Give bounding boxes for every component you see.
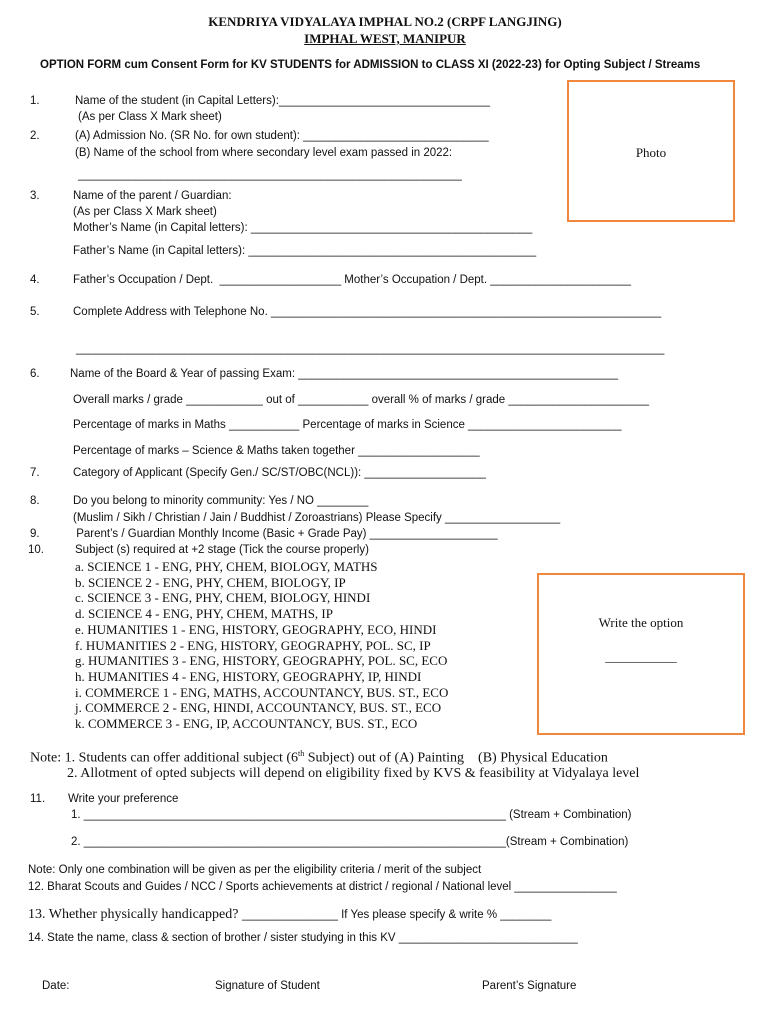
photo-box[interactable] — [567, 80, 735, 222]
preference-title: Write your preference — [68, 793, 179, 805]
note-line-1-post: Subject) out of (A) Painting (B) Physical Education — [304, 750, 608, 766]
student-signature-label: Signature of Student — [215, 980, 320, 992]
category-field[interactable]: Category of Applicant (Specify Gen./ SC/ST/OBC(NCL)): ___________________ — [73, 467, 486, 479]
item-number: 8. — [30, 495, 40, 507]
item-number: 4. — [30, 274, 40, 286]
occupation-field[interactable]: Father’s Occupation / Dept. ___________________ Mother’s Occupation / Dept. ______________________ — [73, 274, 631, 286]
handicapped-question: 13. Whether physically handicapped? — [28, 907, 242, 922]
subject-option[interactable]: k. COMMERCE 3 - ENG, IP, ACCOUNTANCY, BUS. ST., ECO — [75, 716, 418, 732]
subject-option[interactable]: i. COMMERCE 1 - ENG, MATHS, ACCOUNTANCY, BUS. ST., ECO — [75, 684, 449, 700]
preference-1-field[interactable]: 1. __________________________________________________________________ (Stream + Combination) — [71, 809, 632, 821]
item-number: 9. — [30, 528, 40, 540]
subject-list — [75, 559, 448, 732]
option-box-blank[interactable]: ___________ — [605, 649, 677, 664]
parent-name-label: Name of the parent / Guardian: — [73, 190, 232, 202]
subject-option[interactable]: d. SCIENCE 4 - ENG, PHY, CHEM, MATHS, IP — [75, 606, 333, 622]
item-number: 6. — [30, 368, 40, 380]
note-line-1-sup: th — [298, 749, 305, 758]
school-location: IMPHAL WEST, MANIPUR — [304, 31, 466, 46]
school-passed-label: (B) Name of the school from where secondary level exam passed in 2022: — [75, 147, 453, 159]
subject-option[interactable]: g. HUMANITIES 3 - ENG, HISTORY, GEOGRAPHY, POL. SC, ECO — [75, 653, 448, 669]
photo-label: Photo — [635, 145, 667, 160]
note-line-1 — [30, 749, 608, 767]
subject-option[interactable]: a. SCIENCE 1 - ENG, PHY, CHEM, BIOLOGY, MATHS — [75, 559, 378, 574]
option-box-label: Write the option — [598, 615, 684, 630]
admission-no-field[interactable]: (A) Admission No. (SR No. for own student): _____________________________ — [75, 130, 489, 142]
student-name-field[interactable]: Name of the student (in Capital Letters):_________________________________ — [75, 95, 490, 107]
sibling-field[interactable]: 14. State the name, class & section of brother / sister studying in this KV ____________________________ — [28, 932, 578, 944]
handicapped-specify[interactable]: _______________ If Yes please specify & write % ________ — [241, 909, 552, 921]
note-line-1-pre: Note: 1. Students can offer additional subject (6 — [30, 750, 299, 766]
combination-note: Note: Only one combination will be given as per the eligibility criteria / merit of the subject — [28, 864, 482, 876]
parent-name-hint: (As per Class X Mark sheet) — [73, 206, 217, 218]
subject-option[interactable]: j. COMMERCE 2 - ENG, HINDI, ACCOUNTANCY, BUS. ST., ECO — [75, 700, 442, 716]
item-number: 2. — [30, 130, 40, 142]
subject-required-label: Subject (s) required at +2 stage (Tick the course properly) — [75, 544, 369, 556]
preference-2-field[interactable]: 2. __________________________________________________________________(Stream + Combination) — [71, 836, 629, 848]
item-number: 7. — [30, 467, 40, 479]
parent-signature-label: Parent’s Signature — [482, 980, 577, 992]
student-name-hint: (As per Class X Mark sheet) — [78, 111, 222, 123]
item-number: 5. — [30, 306, 40, 318]
item-number: 11. — [30, 793, 46, 805]
subject-option[interactable]: c. SCIENCE 3 - ENG, PHY, CHEM, BIOLOGY, HINDI — [75, 590, 371, 606]
mother-name-field[interactable]: Mother’s Name (in Capital letters): ____________________________________________ — [73, 222, 533, 234]
achievements-field[interactable]: 12. Bharat Scouts and Guides / NCC / Sports achievements at district / regional / National level ________________ — [28, 881, 617, 893]
item-number: 1. — [30, 95, 40, 107]
item-number: 3. — [30, 190, 40, 202]
science-maths-combined-field[interactable]: Percentage of marks – Science & Maths taken together ___________________ — [73, 445, 480, 457]
school-passed-field[interactable]: ____________________________________________________________ — [78, 169, 462, 181]
subject-option[interactable]: h. HUMANITIES 4 - ENG, HISTORY, GEOGRAPHY, IP, HINDI — [75, 668, 422, 684]
subject-option[interactable]: b. SCIENCE 2 - ENG, PHY, CHEM, BIOLOGY, IP — [75, 574, 346, 590]
subject-option[interactable]: e. HUMANITIES 1 - ENG, HISTORY, GEOGRAPHY, ECO, HINDI — [75, 621, 437, 637]
subject-option[interactable]: f. HUMANITIES 2 - ENG, HISTORY, GEOGRAPHY, POL. SC, IP — [75, 637, 431, 653]
minority-specify-field[interactable]: (Muslim / Sikh / Christian / Jain / Buddhist / Zoroastrians) Please Specify __________________ — [73, 512, 561, 524]
minority-field[interactable]: Do you belong to minority community: Yes / NO ________ — [73, 495, 369, 507]
father-name-field[interactable]: Father’s Name (in Capital letters): _____________________________________________ — [73, 245, 537, 257]
item-number: 10. — [28, 544, 44, 556]
handicapped-field[interactable] — [28, 907, 551, 923]
overall-marks-field[interactable]: Overall marks / grade ____________ out of ___________ overall % of marks / grade ______________________ — [73, 394, 650, 406]
address-field-line2[interactable]: ____________________________________________________________________________________________ — [76, 343, 665, 355]
option-box[interactable] — [537, 573, 745, 735]
note-line-2: 2. Allotment of opted subjects will depend on eligibility fixed by KVS & feasibility at Vidyalaya level — [67, 766, 640, 781]
maths-science-marks-field[interactable]: Percentage of marks in Maths ___________ Percentage of marks in Science ________________________ — [73, 419, 622, 431]
date-label: Date: — [42, 980, 70, 992]
income-field[interactable]: Parent’s / Guardian Monthly Income (Basic + Grade Pay) ____________________ — [73, 528, 498, 540]
board-year-field[interactable]: Name of the Board & Year of passing Exam: __________________________________________________ — [70, 368, 619, 380]
form-title: OPTION FORM cum Consent Form for KV STUDENTS for ADMISSION to CLASS XI (2022-23) for Opting Subject / Streams — [40, 59, 701, 71]
school-name: KENDRIYA VIDYALAYA IMPHAL NO.2 (CRPF LANGJING) — [208, 14, 562, 29]
address-field[interactable]: Complete Address with Telephone No. _____________________________________________________________ — [73, 306, 662, 318]
